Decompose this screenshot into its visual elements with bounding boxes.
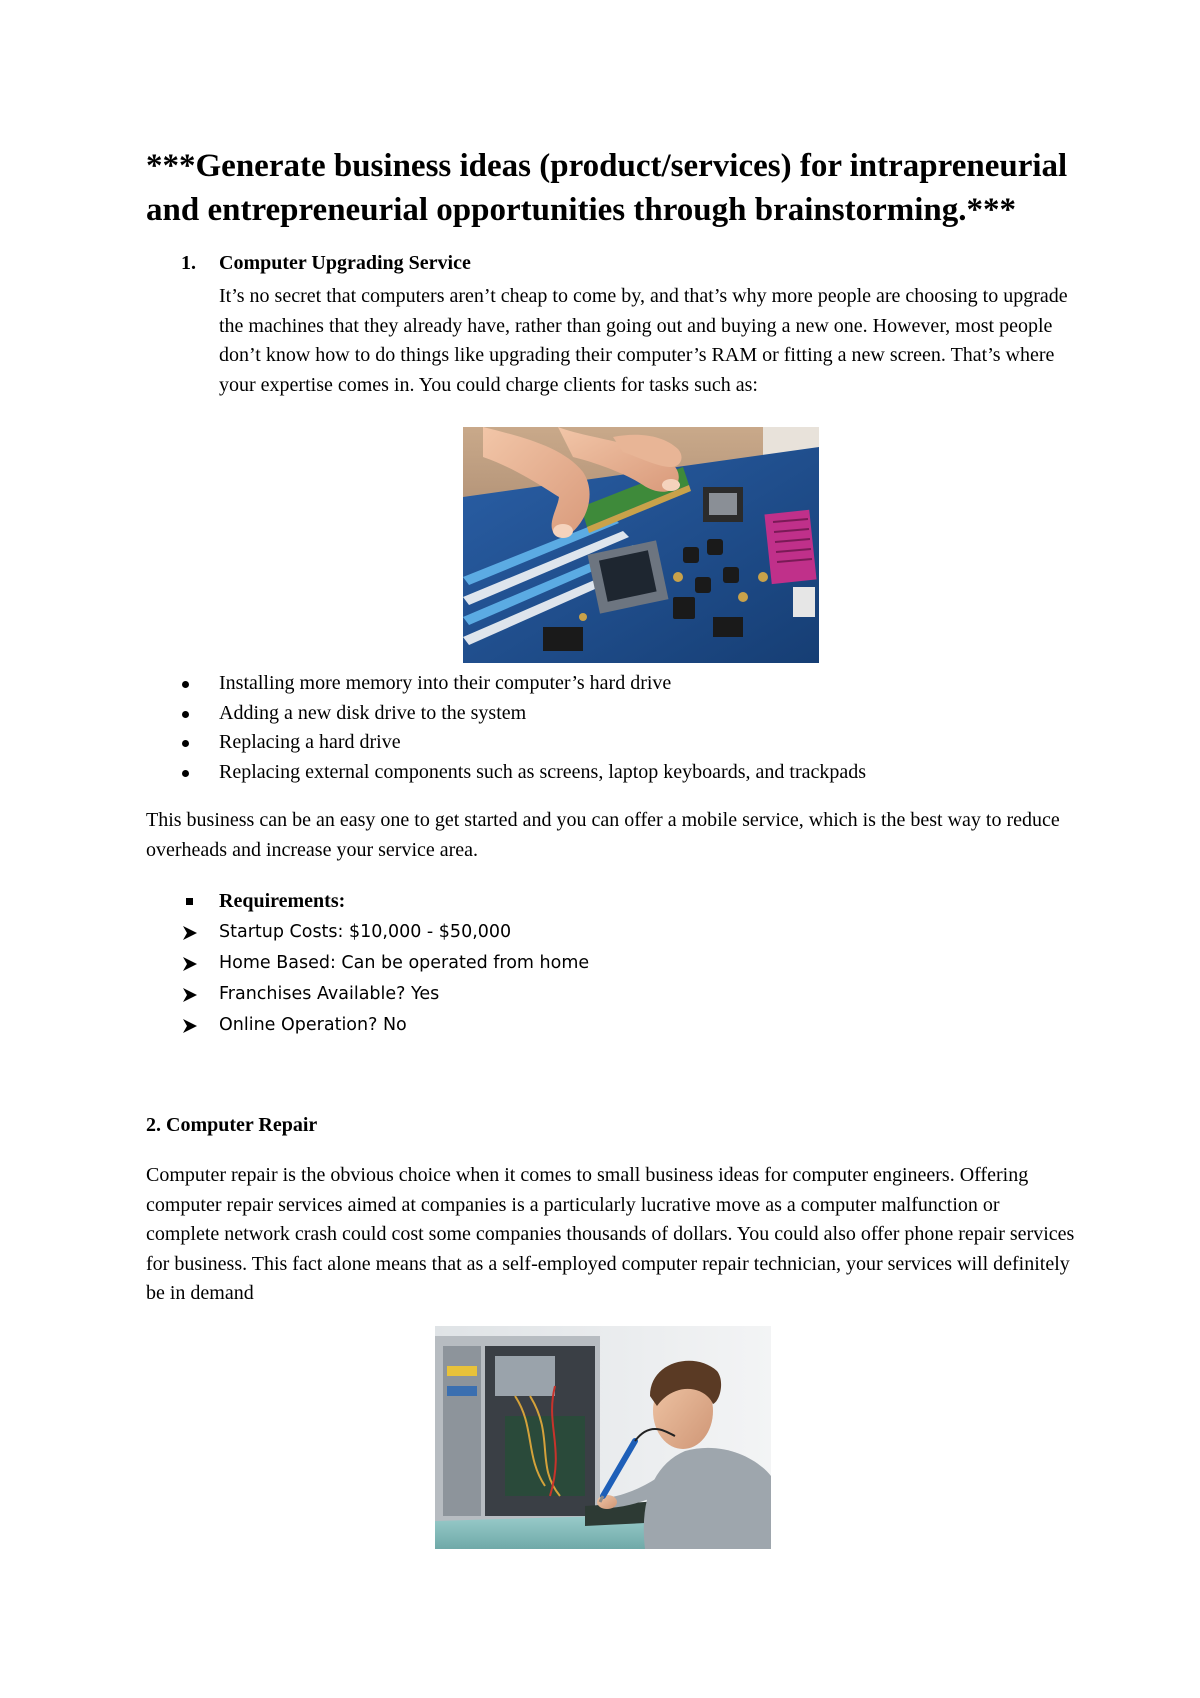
computer-repair-photo: [435, 1326, 771, 1549]
arrowhead-bullet-icon: [182, 1018, 198, 1034]
section-1-number: 1.: [181, 252, 196, 274]
square-bullet-icon: [186, 898, 193, 905]
requirement-text: Startup Costs: $10,000 - $50,000: [219, 922, 512, 942]
document-title: ***Generate business ideas (product/services) for intrapreneurial and entrepreneurial opportunities through brainstorming.***: [146, 148, 1068, 228]
bullet-icon: [182, 740, 189, 747]
list-item: [146, 669, 1046, 699]
list-item: [146, 1010, 1046, 1041]
list-item-text: Replacing external components such as screens, laptop keyboards, and trackpads: [219, 760, 867, 783]
section-2-body: Computer repair is the obvious choice when it comes to small business ideas for computer engineers. Offering computer repair services aimed at companies is a particularly lucrative move as a computer malfunction or complete network crash could cost some companies thousands of dollars. You could also offer phone repair services for business. This fact alone means that as a self-employed computer repair technician, your services will definitely be in demand: [146, 1164, 1075, 1304]
requirements-heading-text: Requirements:: [219, 890, 346, 912]
list-item: [146, 979, 1046, 1010]
section-1-closing-paragraph: This business can be an easy one to get started and you can offer a mobile service, which is the best way to reduce overheads and increase your service area.: [146, 809, 1060, 861]
motherboard-ram-photo: [463, 427, 819, 663]
list-item: [146, 917, 1046, 948]
list-item-text: Installing more memory into their computer’s hard drive: [219, 672, 672, 694]
list-item: [146, 728, 1046, 758]
requirement-text: Online Operation? No: [219, 1015, 407, 1035]
section-1-body: It’s no secret that computers aren’t cheap to come by, and that’s why more people are choosing to upgrade the machines that they already have, rather than going out and buying a new one. However, most people don’t know how to do things like upgrading their computer’s RAM or fitting a new screen. That’s where your expertise comes in. You could charge clients for tasks such as:: [219, 285, 1068, 396]
arrowhead-bullet-icon: [182, 925, 198, 941]
bullet-icon: [182, 711, 189, 718]
requirement-text: Franchises Available? Yes: [219, 984, 440, 1004]
bullet-icon: [182, 681, 189, 688]
list-item: [146, 699, 1046, 729]
requirements-heading: [146, 886, 1046, 917]
requirement-text: Home Based: Can be operated from home: [219, 953, 590, 973]
arrowhead-bullet-icon: [182, 956, 198, 972]
arrowhead-bullet-icon: [182, 987, 198, 1003]
list-item-text: Replacing a hard drive: [219, 731, 401, 753]
section-2-heading: 2. Computer Repair: [146, 1114, 318, 1136]
requirements-list: [146, 886, 1046, 1041]
list-item: [146, 758, 1046, 788]
list-item: [146, 948, 1046, 979]
section-1-title: Computer Upgrading Service: [219, 252, 471, 274]
upgrade-task-list: [146, 669, 1046, 787]
list-item-text: Adding a new disk drive to the system: [219, 701, 527, 724]
bullet-icon: [182, 770, 189, 777]
